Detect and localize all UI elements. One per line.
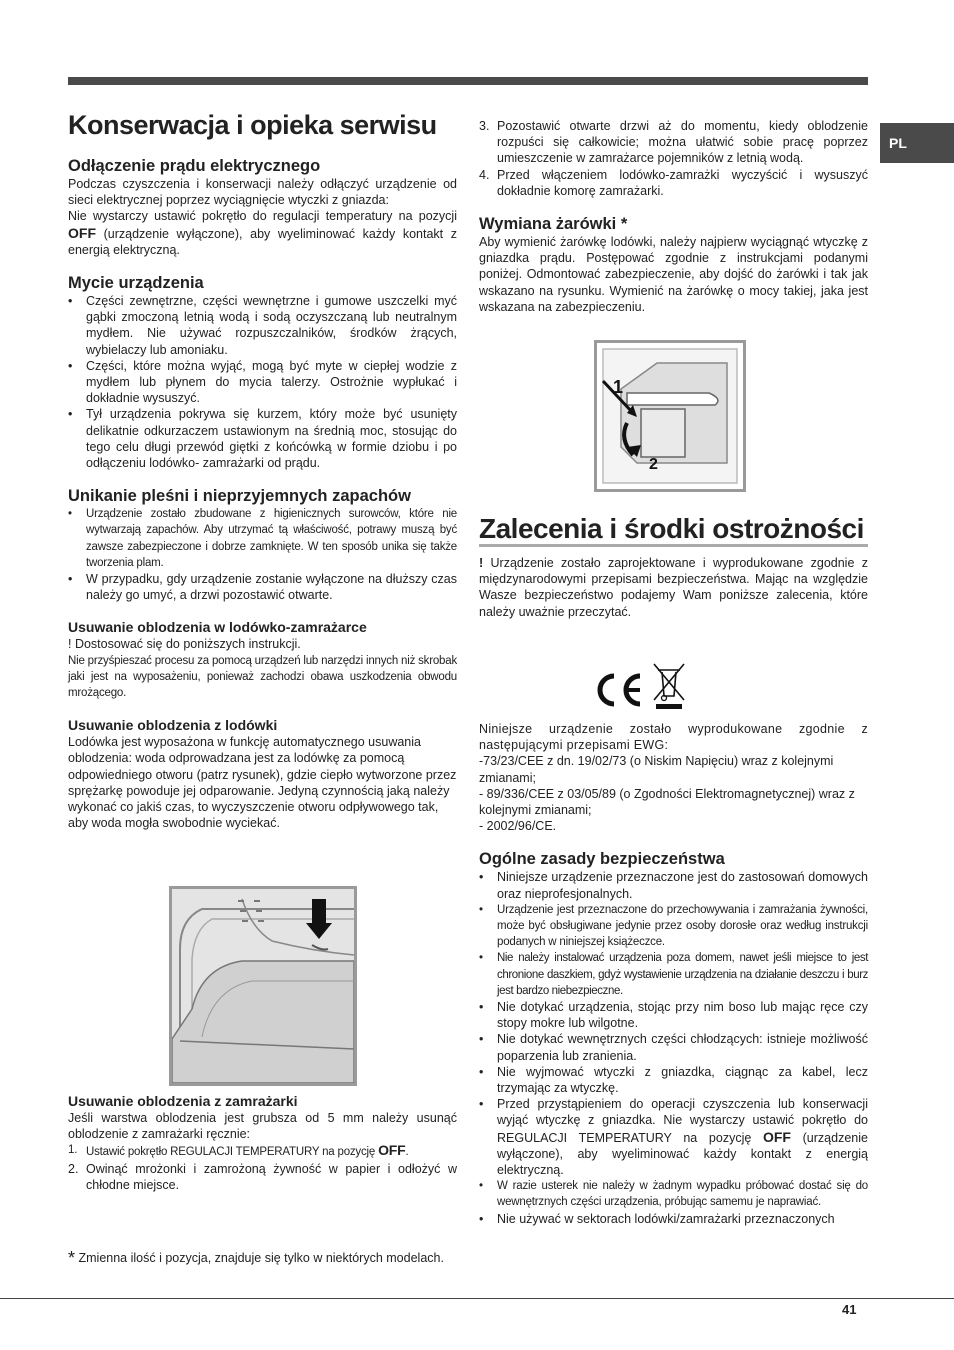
left-column [68,110,457,832]
right-column-lower [479,513,868,620]
right-column [479,118,868,315]
norm-item: - 89/336/CEE z 03/05/89 (o Zgodności Elektromagnetycznej) wraz z kolejnymi zmianami; [479,786,855,818]
heading-defrost-freezer: Usuwanie oblodzenia z zamrażarki [68,1093,298,1109]
cleaning-list [68,293,457,471]
drain-illustration [172,889,354,1083]
defrost-steps [68,1142,457,1193]
safety-list [479,869,868,1226]
page-title: Konserwacja i opieka serwisu [68,110,437,140]
paragraph-text: (urządzenie wyłączone), aby wyeliminować każdy kontakt z energią elektryczną. [68,226,457,257]
ce-mark-icon [592,660,692,712]
heading-power-disconnect: Odłączenie prądu elektrycznego [68,157,321,175]
step-text: Pozostawić otwarte drzwi aż do momentu, kiedy oblodzenie rozpuści się całkowicie; można ułatwić sobie pracę poprzez umieszczenie w zamrażarce pojemników z letnią wodą. [497,119,868,166]
language-code: PL [889,135,907,151]
heading-safety: Ogólne zasady bezpieczeństwa [479,850,725,869]
mould-list [68,506,457,603]
list-item: • W przypadku, gdy urządzenie zostanie wyłączone na dłuższy czas należy go umyć, a drzwi pozostawić otwarte. [68,571,457,603]
paragraph: Aby wymienić żarówkę lodówki, należy najpierw wyciągnąć wtyczkę z gniazdka prądu. Postępować zgodnie z instrukcjami podanymi poniżej. Odmontować zabezpieczenie, aby dojść do żarówki i tak jak wskazano na rysunku. Wymienić na żarówkę o mocy takiej, jaka jest wskazana na zabezpieczeniu. [479,235,868,314]
bulb-illustration [597,343,743,489]
footnote [68,1250,457,1266]
paragraph: Niniejsze urządzenie zostało wyprodukowane zgodnie z następującymi przepisami EWG: [479,722,868,753]
norm-item: - 2002/96/CE. [479,819,557,834]
list-item: • Nie dotykać urządzenia, stojąc przy nim boso lub mając ręce czy stopy mokre lub wilgotne. [479,999,868,1031]
section-title: Zalecenia i środki ostrożności [479,513,868,547]
norm-item: -73/23/CEE z dn. 19/02/73 (o Niskim Napięciu) wraz z kolejnymi zmianami; [479,754,834,785]
step-number: 1. [68,1144,78,1157]
list-item: • Urządzenie zostało zbudowane z higienicznych surowców, które nie wytwarzają zapachów. Aby utrzymać tą właściwość, potrawy muszą być zawsze zabezpieczone i dobrze zamknięte. W ten sposób unika się także tworzenia plam. [68,506,457,571]
weee-bin-icon [654,664,684,709]
item-text: Przed przystąpieniem do operacji czyszczenia lub konserwacji wyjąć wtyczkę z gniazdka. Nie wystarczy ustawić pokrętło do REGULACJI TEMPERATURY na pozycję [497,1097,868,1145]
list-item [68,1161,457,1193]
footnote-star: * [68,1248,76,1268]
paragraph-text: Nie wystarczy ustawić pokrętło do regulacji temperatury na pozycji [68,209,457,224]
page-number: 41 [842,1302,857,1317]
paragraph: Podczas czyszczenia i konserwacji należy odłączyć urządzenie od sieci elektrycznej poprzez wyciągnięcie wtyczki z gniazda: [68,177,457,208]
footnote-body: Zmienna ilość i pozycja, znajduje się tylko w niektórych modelach. [78,1251,444,1265]
list-item: • Nie należy instalować urządzenia poza domem, nawet jeśli miejsce to jest chronione daszkiem, gdyż wystawienie urządzenia na działanie deszczu i burz jest bardzo niebezpieczne. [479,950,868,999]
left-column-bottom [68,1093,457,1193]
step-text: . [405,1146,409,1159]
heading-bulb: Wymiana żarówki * [479,215,628,234]
step-text: Przed włączeniem lodówko-zamrażki wyczyścić i wysuszyć dokładnie komorę zamrażarki. [497,167,868,198]
list-item: • Niniejsze urządzenie przeznaczone jest do zastosowań domowych oraz nieprofesjonalnych. [479,869,868,901]
off-label: OFF [68,224,96,241]
list-item: • Urządzenie jest przeznaczone do przechowywania i zamrażania żywności, może być obsługiwane jedynie przez osoby dorosłe oraz według instrukcji podanych w niniejszej książeczce. [479,902,868,951]
heading-defrost-fridge-freezer: Usuwanie oblodzenia w lodówko-zamrażarce [68,619,367,636]
list-item: • Tył urządzenia pokrywa się kurzem, który może być usunięty delikatnie odkurzaczem ustawionym na średnią moc, stosując do tego celu długi przewód giętki z końcówką w formie dziobu i po odłączeniu lodówko- zamrażarki od prądu. [68,406,457,471]
list-item: • Nie wyjmować wtyczki z gniazdka, ciągnąc za kabel, lecz trzymając za wtyczkę. [479,1064,868,1096]
defrost-steps-continued [479,118,868,199]
drain-figure [169,886,357,1086]
paragraph [479,555,868,620]
step-number: 3. [479,119,490,133]
paragraph: Lodówka jest wyposażona w funkcję automatycznego usuwania oblodzenia: woda odprowadzana jest za lodówkę za pomocą odpowiedniego otworu (patrz rysunek), gdzie ciepło wytworzone przez sprężarkę powoduje jej odparowanie. Jedyną czynnością jaką należy wykonać co jakiś czas, to wyczyszczenie otworu odpływowego tak, aby woda mogła swobodnie wyciekać. [68,735,457,831]
paragraph: ! Dostosować się do poniższych instrukcji. [68,637,301,652]
warning-mark: ! [479,556,484,570]
step-text: Ustawić pokrętło REGULACJI TEMPERATURY na pozycję [86,1146,376,1159]
figure-label-1: 1 [613,377,624,397]
bottom-rule [0,1298,954,1299]
norms-block [479,721,868,1227]
off-label: OFF [762,1128,791,1145]
list-item: • W razie usterek nie należy w żadnym wypadku próbować dostać się do wewnętrznych części urządzenia, próbując samemu je naprawiać. [479,1178,868,1210]
step-text: Owinąć mrożonki i zamrożoną żywność w papier i odłożyć w chłodne miejsce. [86,1161,457,1192]
language-tab [880,123,954,163]
footnote-text [68,1250,457,1266]
item-text: (urządzenie wyłączone), aby wyeliminować każdy kontakt z energią elektryczną. [497,1130,868,1178]
paragraph [68,208,457,258]
heading-mould: Unikanie pleśni i nieprzyjemnych zapachów [68,487,411,506]
heading-cleaning: Mycie urządzenia [68,274,204,293]
list-item [479,1096,868,1178]
bulb-figure [594,340,746,492]
list-item: • Nie dotykać wewnętrznych części chłodzących: istnieje możliwość poparzenia lub zranienia. [479,1031,868,1063]
paragraph: Jeśli warstwa oblodzenia jest grubsza od 5 mm należy usunąć oblodzenie z zamrażarki ręcznie: [68,1111,457,1142]
figure-label-2: 2 [649,456,658,473]
list-item: • Nie używać w sektorach lodówki/zamrażarki przeznaczonych [479,1211,868,1227]
heading-defrost-fridge: Usuwanie oblodzenia z lodówki [68,717,278,734]
list-item: • Części zewnętrzne, części wewnętrzne i gumowe uszczelki myć gąbki zmoczoną letnią wodą i sodą oczyszczaną lub neutralnym mydłem. Nie używać rozpuszczalników, środków żrących, wybielaczy lub amoniaku. [68,293,457,358]
certification-marks [592,660,692,712]
paragraph: Nie przyśpieszać procesu za pomocą urządzeń lub narzędzi innych niż skrobak jaki jest na wyposażeniu, ponieważ zachodzi obawa uszkodzenia obwodu mrożącego. [68,654,457,700]
list-item [479,118,868,167]
list-item: • Części, które można wyjąć, mogą być myte w ciepłej wodzie z mydłem lub płynem do mycia talerzy. Ostrożnie wypłukać i dokładnie wysuszyć. [68,358,457,407]
list-item [479,167,868,199]
paragraph-text: Urządzenie zostało zaprojektowane i wyprodukowane zgodnie z międzynarodowymi przepisami bezpieczeństwa. Mając na względzie Wasze bezpieczeństwo podajemy Wam poniższe zalecenia, które należy uważnie przeczytać. [479,556,868,619]
top-rule [68,77,868,85]
step-number: 2. [68,1161,79,1176]
step-number: 4. [479,167,490,182]
list-item [68,1142,457,1160]
off-label: OFF [378,1142,406,1159]
